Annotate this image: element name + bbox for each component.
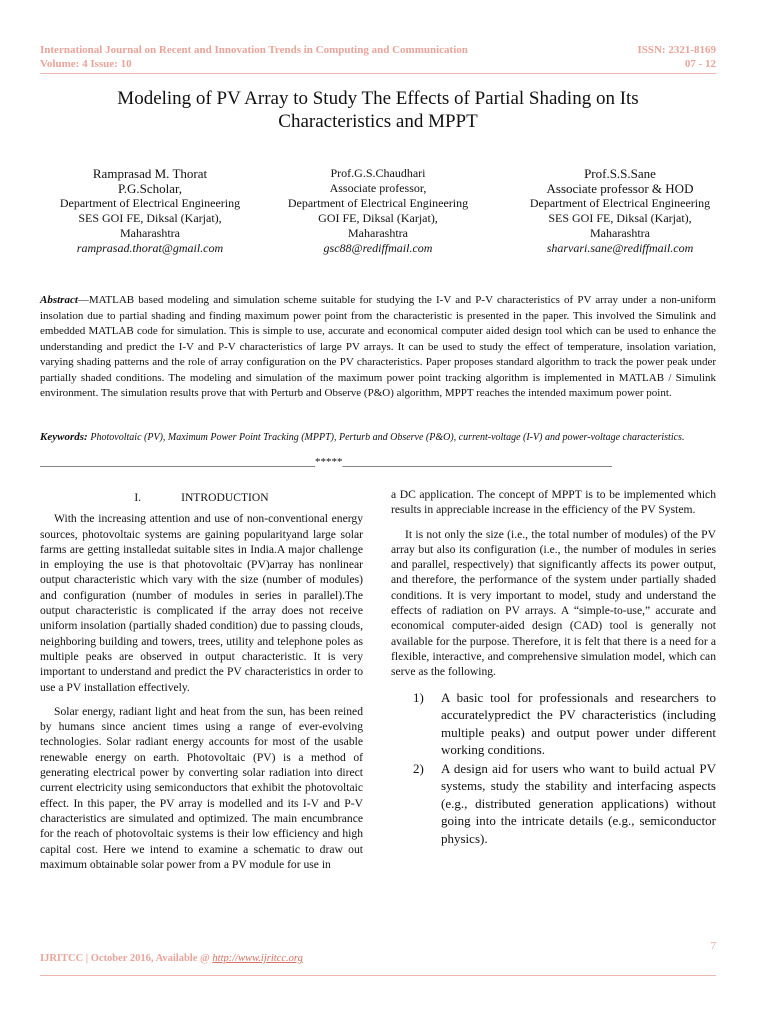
author-name: Prof.S.S.Sane [584, 166, 656, 181]
paper-title-line-1: Modeling of PV Array to Study The Effects of Partial Shading on Its [117, 88, 639, 109]
list-item-text: A design aid for users who want to build actual PV systems, study the stability and interfacing aspects (e.g., distributed generation applications) without going into the intricate details (e.g., semiconductor physics). [441, 760, 716, 846]
page-range: 07 - 12 [684, 58, 716, 70]
issn-header [637, 43, 716, 71]
journal-header [40, 43, 468, 71]
paragraph: With the increasing attention and use of non-conventional energy sources, photovoltaic systems are gaining popularityand large solar farms are getting installedat suitable sites in India.A major challenge in employing the use is that photovoltaic (PV)array has nonlinear output characteristic which vary with the size (number of modules) and configuration (number of modules in series in parallel).The output characteristic is complicated if the array does not receive uniform insolation (partially shaded condition) due to passing clouds, neighboring building and towers, trees, utility and telephone poles as multiple peaks are observed in output characteristic. It is very important to understand and predict the PV characteristics in order to use a PV installation effectively. [40, 512, 363, 694]
author-email[interactable]: sharvari.sane@rediffmail.com [546, 241, 694, 255]
author-place: Maharashtra [120, 226, 180, 240]
volume-issue: Volume: 4 Issue: 10 [40, 58, 132, 70]
author-inst: GOI FE, Diksal (Karjat), [318, 211, 438, 225]
footer-text: IJRITCC | October 2016, Available @ [40, 953, 213, 964]
author-name: Prof.G.S.Chaudhari [330, 166, 426, 180]
author-3 [505, 166, 735, 256]
author-email[interactable]: gsc88@rediffmail.com [323, 241, 433, 255]
author-email[interactable]: ramprasad.thorat@gmail.com [76, 241, 224, 255]
journal-name: International Journal on Recent and Innovation Trends in Computing and Communication [40, 44, 468, 56]
author-role: P.G.Scholar, [117, 181, 183, 196]
author-place: Maharashtra [590, 226, 650, 240]
keywords-text: Photovoltaic (PV), Maximum Power Point Tracking (MPPT), Perturb and Observe (P&O), current-voltage (I-V) and power-voltage characteristics. [90, 432, 685, 443]
footer-divider [40, 975, 716, 976]
abstract [40, 293, 716, 402]
list-item [391, 760, 716, 848]
author-dept: Department of Electrical Engineering [287, 196, 469, 210]
paragraph: It is not only the size (i.e., the total number of modules) of the PV array but also its configuration (i.e., the number of modules in series and parallel, respectively) that significantly affects its power output, and therefore, the performance of the system under partially shaded conditions. It is very important to model, study and understand the effects of radiation on PV arrays. A “simple-to-use,” accurate and economical computer-aided design (CAD) tool is generally not available for the purpose. Therefore, it is felt that there is a need for a flexible, interactive, and comprehensive simulation model, which can serve as the following. [391, 527, 716, 679]
section-number: I. [134, 491, 142, 504]
paragraph: a DC application. The concept of MPPT is to be implemented which results in appreciable increase in the efficiency of the PV System. [391, 488, 716, 517]
list-item-number: 1) [413, 689, 424, 705]
list-item [391, 689, 716, 759]
header-divider [40, 73, 716, 74]
author-dept: Department of Electrical Engineering [59, 196, 241, 210]
keywords-label: Keywords: [40, 431, 88, 443]
author-inst: SES GOI FE, Diksal (Karjat), [548, 211, 692, 225]
abstract-label: Abstract [40, 294, 78, 306]
paper-title-line-2: Characteristics and MPPT [278, 111, 478, 132]
author-dept: Department of Electrical Engineering [529, 196, 711, 210]
section-heading [40, 490, 363, 505]
right-column [391, 487, 716, 848]
author-2 [262, 166, 494, 256]
issn: ISSN: 2321-8169 [637, 44, 716, 56]
list-item-text: A basic tool for professionals and researchers to accuratelypredict the PV characteristics (including multiple peaks) and output power under different working conditions. [441, 689, 716, 758]
page-number: 7 [710, 940, 716, 952]
author-place: Maharashtra [348, 226, 408, 240]
numbered-list [391, 689, 716, 848]
abstract-text: —MATLAB based modeling and simulation scheme suitable for studying the I-V and P-V characteristics of PV array under a non-uniform insolation due to partial shading and finding maximum power point from the characteristic is presented in the paper. This involved the Simulink and embedded MATLAB code for simulation. This is simple to use, accurate and economical computer aided design tool which can be used to enhance the understanding and predict the I-V and P-V characteristics of large PV arrays. It can be used to study the effect of temperature, insolation variation, varying shading patterns and the role of array configuration on the PV characteristics. Paper proposes standard algorithm to track the power peak under partially shaded conditions. The modeling and simulation of the maximum power point tracking algorithm is implemented in MATLAB / Simulink environment. The simulation results prove that with Perturb and Observe (P&O) algorithm, MPPT reaches the intended maximum power point. [40, 294, 716, 399]
list-item-number: 2) [413, 760, 424, 776]
section-separator: __________________________________________________*****_________________________________________________ [40, 456, 612, 468]
author-1 [30, 166, 270, 256]
paragraph: Solar energy, radiant light and heat from the sun, has been reined by humans since ancient times using a range of ever-evolving technologies. Solar radiant energy accounts for most of the usable renewable energy on earth. Photovoltaic (PV) is a method of generating electrical power by converting solar radiation into direct current electricity using semiconductors that exhibit the photovoltaic effect. In this paper, the PV array is modelled and its I-V and P-V characteristics are simulated and optimized. The main encumbrance for the reach of photovoltaic systems is their low efficiency and high capital cost. Here we intend to examine a schematic to draw out maximum obtainable solar power from a PV module for use in [40, 704, 363, 871]
footer [40, 953, 303, 964]
footer-link[interactable]: http://www.ijritcc.org [212, 953, 303, 964]
paper-title [60, 87, 696, 133]
author-role: Associate professor, [329, 181, 427, 195]
author-inst: SES GOI FE, Diksal (Karjat), [78, 211, 222, 225]
author-name: Ramprasad M. Thorat [92, 166, 208, 181]
keywords [40, 430, 716, 446]
author-role: Associate professor & HOD [546, 181, 694, 196]
section-title: INTRODUCTION [181, 491, 269, 504]
left-column [40, 490, 363, 881]
